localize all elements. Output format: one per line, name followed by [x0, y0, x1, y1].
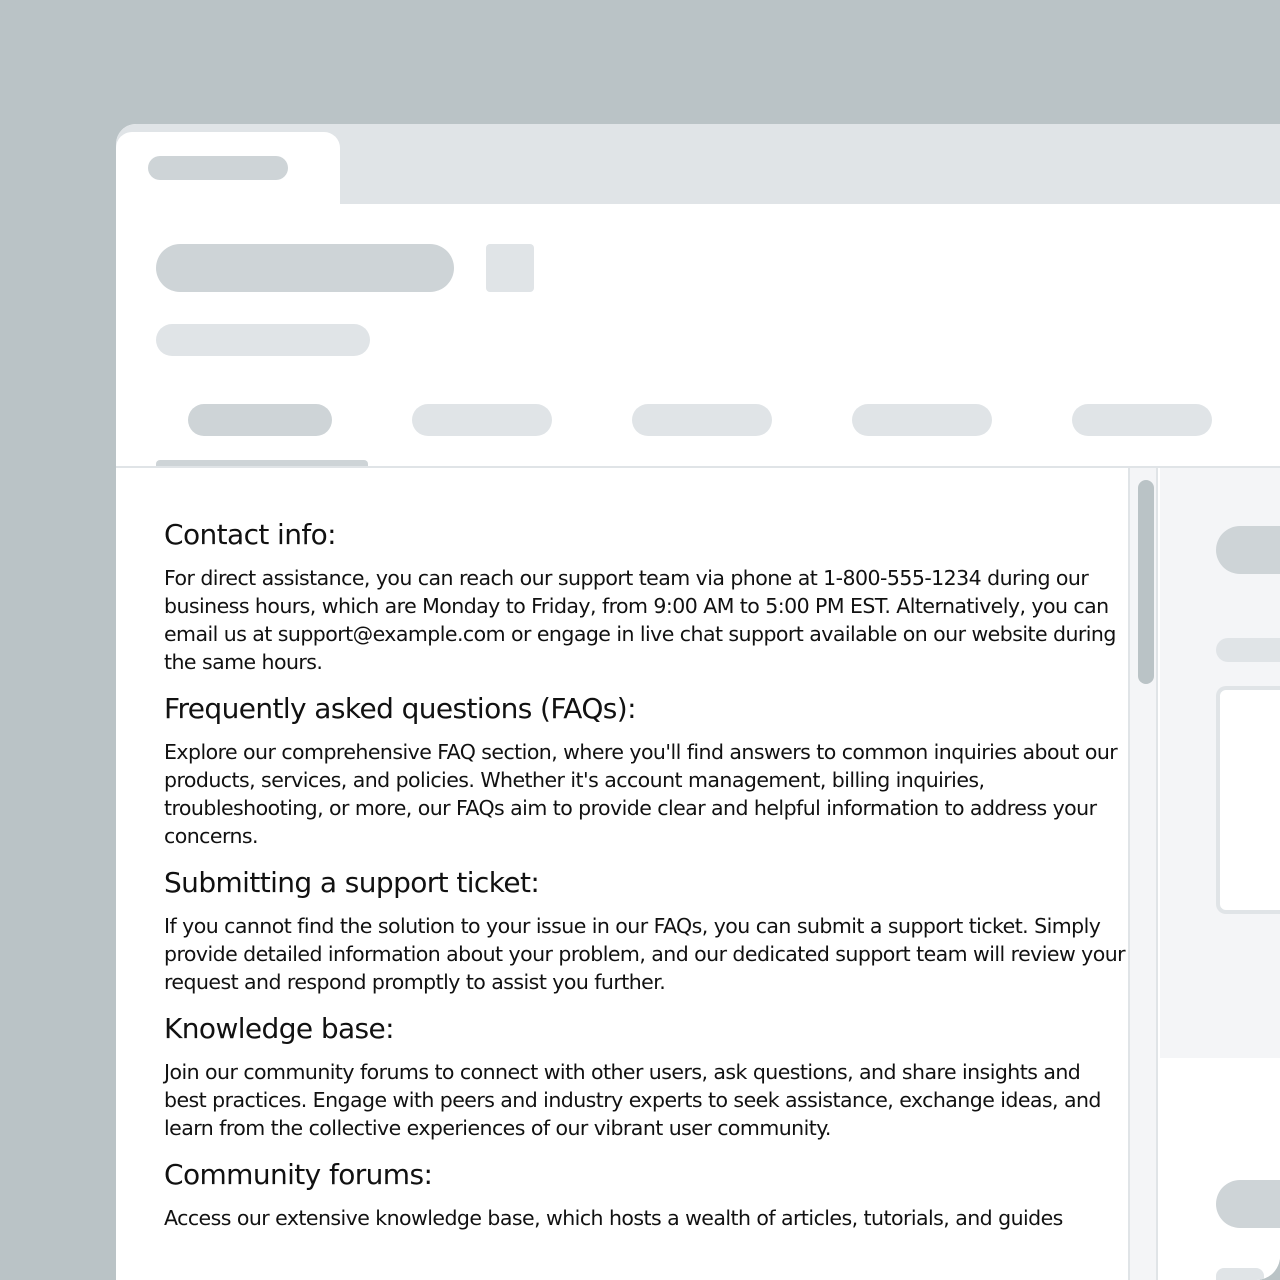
side-panel	[1160, 468, 1280, 1058]
tab-strip	[116, 124, 1280, 204]
section-tabs	[116, 404, 1280, 468]
content-pane	[116, 468, 1130, 1280]
side-panel-label-skeleton	[1216, 638, 1280, 662]
section-body: Explore our comprehensive FAQ section, where you'll find answers to common inquiries about our products, services, and policies. Whether it's account management, billing inquiries, troubleshooting, or more, our FAQs aim to provide clear and helpful information to address your concerns.	[164, 740, 1118, 848]
side-panel-button-skeleton-2[interactable]	[1216, 1180, 1280, 1228]
tab-3[interactable]	[632, 404, 772, 436]
app-window	[116, 124, 1280, 1280]
page-title-skeleton	[156, 244, 454, 292]
side-panel-icon-skeleton[interactable]	[1216, 1268, 1264, 1280]
browser-tab-active[interactable]	[116, 132, 340, 204]
content-scrollbar[interactable]	[1130, 468, 1158, 1280]
section-support-ticket	[164, 864, 1126, 996]
section-heading: Community forums:	[164, 1158, 433, 1191]
tab-1[interactable]	[188, 404, 332, 436]
content-body	[164, 516, 1126, 1246]
section-heading: Knowledge base:	[164, 1012, 394, 1045]
section-knowledge-base	[164, 1010, 1126, 1142]
section-body: If you cannot find the solution to your issue in our FAQs, you can submit a support ticket. Simply provide detailed information about your problem, and our dedicated support team will review your request and respond promptly to assist you further.	[164, 914, 1126, 994]
page-subtitle-skeleton	[156, 324, 370, 356]
section-heading: Frequently asked questions (FAQs):	[164, 692, 636, 725]
tab-4[interactable]	[852, 404, 992, 436]
section-body: Join our community forums to connect with other users, ask questions, and share insights and best practices. Engage with peers and industry experts to seek assistance, exchange ideas, and learn from the collective experiences of our vibrant user community.	[164, 1060, 1101, 1140]
tab-2[interactable]	[412, 404, 552, 436]
tab-5[interactable]	[1072, 404, 1212, 436]
section-heading: Contact info:	[164, 518, 336, 551]
section-heading: Submitting a support ticket:	[164, 866, 540, 899]
scrollbar-thumb[interactable]	[1138, 480, 1154, 684]
side-panel-button-skeleton[interactable]	[1216, 526, 1280, 574]
section-body: For direct assistance, you can reach our support team via phone at 1-800-555-1234 during our business hours, which are Monday to Friday, from 9:00 AM to 5:00 PM EST. Alternatively, you can email us at support@example.com or engage in live chat support available on our website during the same hours.	[164, 566, 1116, 674]
section-body: Access our extensive knowledge base, which hosts a wealth of articles, tutorials, and guides	[164, 1206, 1063, 1230]
title-action-icon[interactable]	[486, 244, 534, 292]
side-panel-input-box[interactable]	[1216, 686, 1280, 914]
section-community-forums	[164, 1156, 1126, 1232]
section-faqs	[164, 690, 1126, 850]
tab-title-skeleton	[148, 156, 288, 180]
side-panel-lower	[1160, 1058, 1280, 1280]
section-contact-info	[164, 516, 1126, 676]
